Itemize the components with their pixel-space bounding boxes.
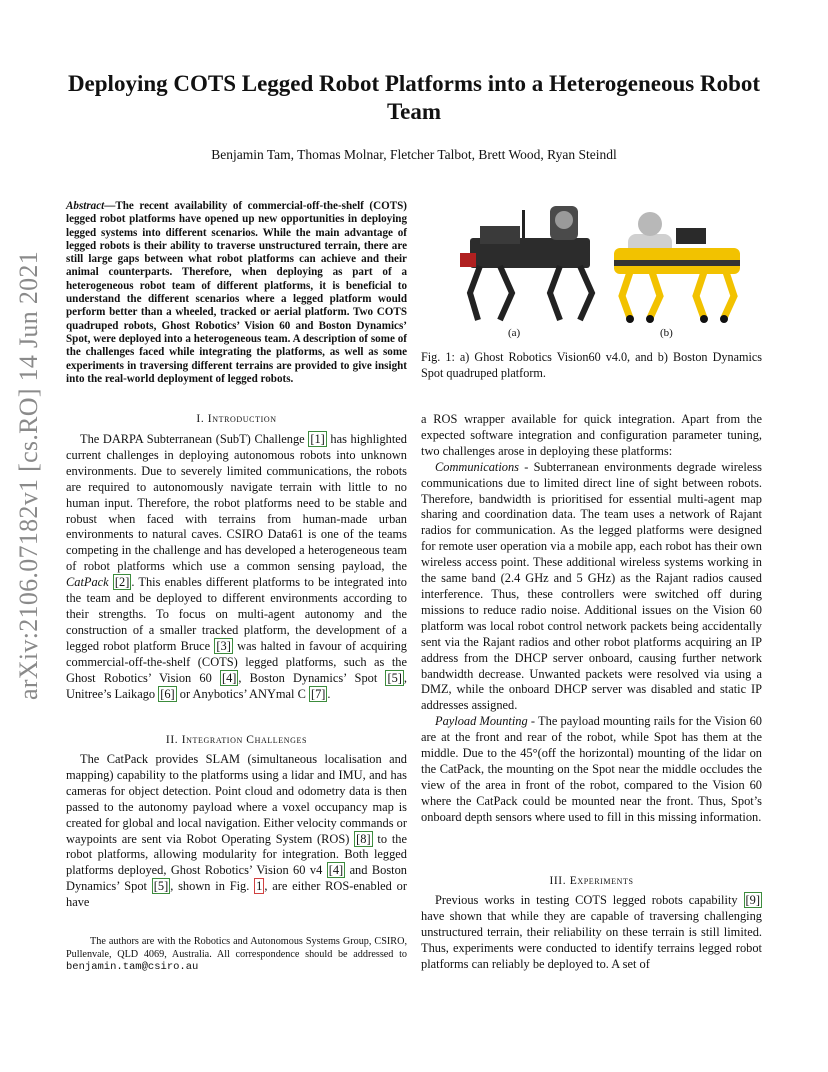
section-heading-experiments: III. Experiments bbox=[549, 875, 634, 887]
citation-link[interactable]: [1] bbox=[310, 432, 325, 446]
introduction-paragraph: The DARPA Subterranean (SubT) Challenge [1] has highlighted current challenges in deploying autonomous robots into unknown environments. Due to severely limited communications, the robots are required to autonomously navigate terrain with little to no human input. Therefore, the robot platforms need to be stable and robust when faced with terrains from human-made urban environments to natural caves. CSIRO Data61 is one of the teams competing in the challenge and has developed a heterogeneous team of robot platforms which use a common sensing payload, the CatPack [2] . This enables different platforms to be integrated into the team and be deployed to different environments according to their strengths. To focus on multi-agent autonomy and the construction of a smaller tracked platform, the development of a legged robot platform Bruce [3] was halted in favour of acquiring commercial-off-the-shelf (COTS) legged platforms, such as the Ghost Robotics’ Vision 60 [4] , Boston Dynamics’ Spot [5] , Unitree’s Laikago [6] or Anybotics’ ANYmal C [7] . bbox=[66, 432, 407, 701]
integration-continued: a ROS wrapper available for quick integration. Apart from the expected software integration and configuration parameter tuning, two challenges arose in deploying these platforms: bbox=[421, 412, 762, 458]
author-list: Benjamin Tam, Thomas Molnar, Fletcher Talbot, Brett Wood, Ryan Steindl bbox=[211, 147, 617, 162]
abstract bbox=[66, 200, 407, 386]
communications-paragraph: Communications - Subterranean environments degrade wireless communications due to limited direct line of sight between robots. Therefore, bandwidth is prioritised for essential multi-agent map sharing and coordination data. The team uses a network of Rajant radios for communication. As the legged platforms were designed for remote user operation via a mobile app, each robot has their own wireless access point. These additional wireless systems working in the same band (2.4 GHz and 5 GHz) as the Rajant radios caused interference. Thus, these controllers were switched off during missions to reduce radio noise. Additional issues on the Vision 60 platform was local robot control network packets being accidentally sent via the Rajant radios and other robot platforms acquiring an IP address from the DHCP server onboard, causing further network bandwidth decrease. Unwanted packets were resolved via using a DMZ, while the onboard DHCP server was disabled and static IP addresses assigned. bbox=[421, 459, 762, 713]
paper-title: Deploying COTS Legged Robot Platforms into a Heterogeneous Robot Team bbox=[67, 71, 761, 124]
citation-link[interactable]: [2] bbox=[114, 575, 130, 590]
subfigure-label-a: (a) bbox=[508, 327, 521, 339]
citation-link[interactable]: [7] bbox=[310, 686, 326, 701]
introduction-body bbox=[66, 432, 407, 702]
experiments-paragraph: Previous works in testing COTS legged robots capability [9] have shown that while they are capable of traversing challenging unstructured terrain, their reliability on these terrain is still limited. Thus, experiments were conducted to identify terrains legged robot platforms can reliably be deployed to. A set of bbox=[421, 893, 762, 971]
citation-link[interactable]: [3] bbox=[216, 638, 231, 653]
citation-link[interactable]: [4] bbox=[221, 670, 237, 685]
citation-link[interactable]: [5] bbox=[153, 879, 169, 894]
integration-paragraph: The CatPack provides SLAM (simultaneous localisation and mapping) capability to the platforms using a lidar and IMU, and has cameras for object detection. Point cloud and odometry data is then passed to the autonomy payload where a voxel occupancy map is created for global and local navigation. Either velocity commands or waypoints are sent via Robot Operating System (ROS) [8] to the robot platforms, allowing modularity for integration. Both legged platforms deployed, Ghost Robotics’ Vision 60 v4 [4] and Boston Dynamics’ Spot [5] , shown in Fig. 1 , are either ROS-enabled or have bbox=[66, 752, 407, 910]
integration-body bbox=[66, 752, 407, 911]
abstract-label: Abstract bbox=[66, 200, 105, 212]
citation-link[interactable]: [5] bbox=[387, 670, 402, 685]
section-heading-integration: II. Integration Challenges bbox=[165, 734, 308, 746]
figure-image-spot bbox=[600, 198, 748, 326]
robot-spot-icon bbox=[600, 198, 748, 326]
citation-link[interactable]: [6] bbox=[160, 686, 175, 701]
experiments-body bbox=[421, 893, 762, 973]
citation-link[interactable]: [4] bbox=[328, 863, 344, 878]
abstract-text: —The recent availability of commercial-off-the-shelf (COTS) legged robot platforms have opened up new opportunities in deploying legged systems into different scenarios. While the main advantage of legged robots is their ability to traverse unstructured terrain, there are still large gaps between what robot platforms can achieve and their animal counterparts. Therefore, when deploying as part of a heterogeneous robot team of different platforms, it is beneficial to understand the different scenarios where a legged platform would perform better than a wheeled, tracked or aerial platform. Two COTS quadruped robots, Ghost Robotics’ Vision 60 and Boston Dynamics’ Spot, were deployed into a heterogeneous team. A description of some of the challenges faced while integrating the platforms, as well as some experiments in traversing different terrains are provided to give insight into the real-world deployment of legged robots. bbox=[66, 200, 407, 385]
payload-mounting-paragraph: Payload Mounting - The payload mounting rails for the Vision 60 are at the front and rear of the robot, while Spot has them at the middle. Due to the 45°(off the horizontal) mounting of the lidar on the CatPack, the mounting on the Spot near the middle occludes the view of the area in front of the robot, compared to the Vision 60 where the CatPack could be mounted near the front. Thus, Spot’s onboard depth sensors where used to fill in this missing information. bbox=[421, 714, 762, 824]
footnote: The authors are with the Robotics and Autonomous Systems Group, CSIRO, Pullenvale, QLD 4069, Australia. All correspondence should be addressed to benjamin.tam@csiro.au bbox=[66, 936, 407, 974]
subfigure-label-b: (b) bbox=[660, 327, 673, 339]
figure-caption: Fig. 1: a) Ghost Robotics Vision60 v4.0, and b) Boston Dynamics Spot quadruped platform. bbox=[421, 350, 762, 380]
citation-link[interactable]: [9] bbox=[745, 893, 760, 907]
right-column-body bbox=[421, 412, 762, 826]
arxiv-identifier: arXiv:2106.07182v1 [cs.RO] 14 Jun 2021 bbox=[14, 250, 43, 700]
citation-link[interactable]: [8] bbox=[356, 831, 371, 846]
section-heading-introduction: I. Introduction bbox=[196, 413, 277, 425]
email-address[interactable]: benjamin.tam@csiro.au bbox=[66, 961, 199, 974]
figure-link[interactable]: 1 bbox=[256, 879, 263, 894]
